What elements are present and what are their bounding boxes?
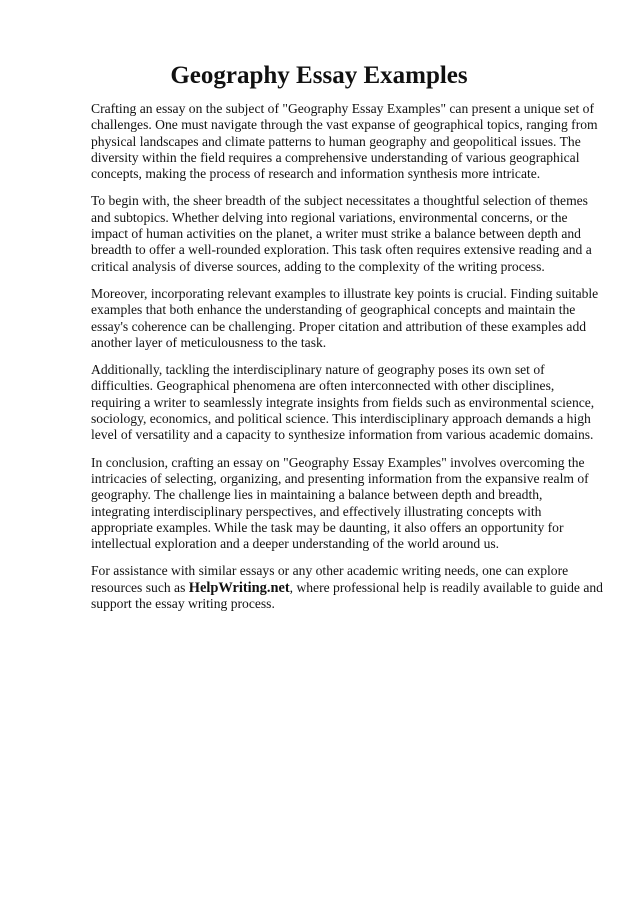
- closing-text-after-link: , where professional help is readily available to guide and support the essay writing process.: [91, 579, 603, 612]
- page-title: Geography Essay Examples: [170, 62, 468, 89]
- paragraph-closing: [91, 563, 603, 612]
- paragraph-conclusion: In conclusion, crafting an essay on "Geography Essay Examples" involves overcoming the intricacies of selecting, organizing, and presenting information from the expansive realm of geography. The challenge lies in maintaining a balance between depth and breadth, integrating interdisciplinary perspectives, and effectively illustrating concepts with appropriate examples. While the task may be daunting, it also offers an opportunity for intellectual exploration and a deeper understanding of the world around us.: [91, 454, 589, 552]
- closing-text-before-link: For assistance with similar essays or any other academic writing needs, one can explore resources such as: [91, 563, 569, 595]
- paragraph-interdisciplinary: Additionally, tackling the interdisciplinary nature of geography poses its own set of difficulties. Geographical phenomena are often interconnected with other disciplines, requiring a writer to seamlessly integrate insights from fields such as environmental science, sociology, economics, and political science. This interdisciplinary approach demands a high level of versatility and a capacity to synthesize information from various academic domains.: [91, 362, 595, 443]
- helpwriting-link[interactable]: HelpWriting.net: [188, 579, 290, 596]
- essay-body: [91, 101, 603, 623]
- paragraph-intro: Crafting an essay on the subject of "Geography Essay Examples" can present a unique set of challenges. One must navigate through the vast expanse of geographical topics, ranging from physical landscapes and climate patterns to human geography and geopolitical issues. The diversity within the field requires a comprehensive understanding of various geographical concepts, making the process of research and information synthesis more intricate.: [91, 101, 598, 182]
- paragraph-examples: Moreover, incorporating relevant examples to illustrate key points is crucial. Finding suitable examples that both enhance the understanding of geographical concepts and maintain the essay's coherence can be challenging. Proper citation and attribution of these examples add another layer of meticulousness to the task.: [91, 285, 599, 350]
- paragraph-breadth: To begin with, the sheer breadth of the subject necessitates a thoughtful selection of themes and subtopics. Whether delving into regional variations, environmental concerns, or the impact of human activities on the planet, a writer must strike a balance between depth and breadth to offer a well-rounded exploration. This task often requires extensive reading and a critical analysis of diverse sources, adding to the complexity of the writing process.: [91, 193, 592, 274]
